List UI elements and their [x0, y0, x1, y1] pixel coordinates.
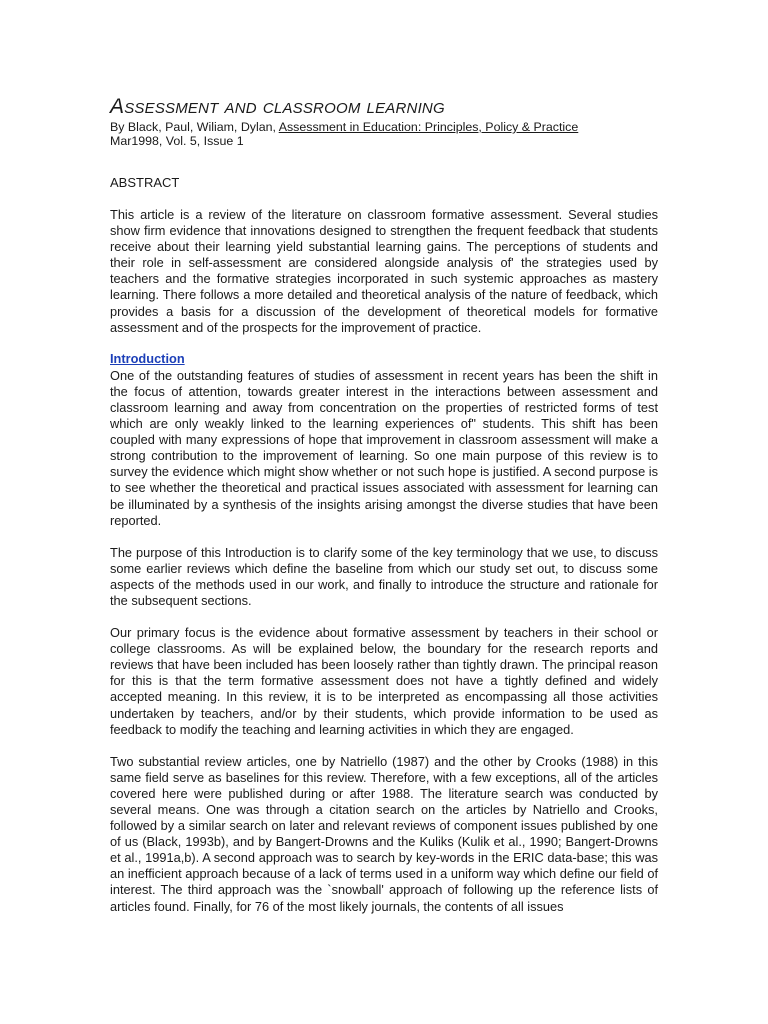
author-list: By Black, Paul, Wiliam, Dylan,: [110, 120, 279, 134]
document-page: [110, 94, 658, 915]
paragraph-3: Our primary focus is the evidence about formative assessment by teachers in their school or college classrooms. As will be explained below, the boundary for the research reports and reviews that have been included has been loosely rather than tightly drawn. The principal reason for this is that the term formative assessment does not have a tightly defined and widely accepted meaning. In this review, it is to be interpreted as encompassing all those activities undertaken by teachers, and/or by their students, which provide information to be used as feedback to modify the teaching and learning activities in which they are engaged.: [110, 625, 658, 737]
paragraph-4: Two substantial review articles, one by Natriello (1987) and the other by Crooks (1988) in this same field serve as baselines for this review. Therefore, with a few exceptions, all of the articles covered here were published during or after 1988. The literature search was conducted by several means. One was through a citation search on the articles by Natriello and Crooks, followed by a similar search on later and relevant reviews of component issues published by one of us (Black, 1993b), and by Bangert-Drowns and the Kuliks (Kulik et al., 1990; Bangert-Drowns et al., 1991a,b). A second approach was to search by key-words in the ERIC data-base; this was an inefficient approach because of a lack of terms used in a uniform way which define our field of interest. The third approach was the `snowball' approach of following up the reference lists of articles found. Finally, for 76 of the most likely journals, the contents of all issues: [110, 753, 658, 914]
journal-name: Assessment in Education: Principles, Policy & Practice: [278, 120, 579, 134]
abstract-text: This article is a review of the literature on classroom formative assessment. Several studies show firm evidence that innovations designed to strengthen the frequent feedback that students receive about their learning yield substantial learning gains. The perceptions of students and their role in self-assessment are considered alongside analysis of' the strategies used by teachers and the formative strategies incorporated in such systemic approaches as mastery learning. There follows a more detailed and theoretical analysis of the nature of feedback, which provides a basis for a discussion of the development of theoretical models for formative assessment and of the prospects for the improvement of practice.: [110, 207, 658, 335]
article-byline: [110, 120, 658, 134]
paragraph-1: One of the outstanding features of studies of assessment in recent years has been the shift in the focus of attention, towards greater interest in the interactions between assessment and classroom learning and away from concentration on the properties of restricted forms of test which are only weakly linked to the learning experiences of" students. This shift has been coupled with many expressions of hope that improvement in classroom assessment will make a strong contribution to the improvement of learning. So one main purpose of this review is to survey the evidence which might show whether or not such hope is justified. A second purpose is to see whether the theoretical and practical issues associated with assessment for learning can be illuminated by a synthesis of the insights arising amongst the diverse studies that have been reported.: [110, 367, 658, 528]
issue-info: Mar1998, Vol. 5, Issue 1: [110, 134, 244, 148]
article-title: Assessment and classroom learning: [110, 95, 445, 118]
paragraph-2: The purpose of this Introduction is to clarify some of the key terminology that we use, to discuss some earlier reviews which define the baseline from which our study set out, to discuss some aspects of the methods used in our work, and finally to introduce the structure and rationale for the subsequent sections.: [110, 544, 658, 608]
abstract-heading: ABSTRACT: [110, 175, 180, 190]
introduction-link[interactable]: Introduction: [110, 350, 185, 366]
